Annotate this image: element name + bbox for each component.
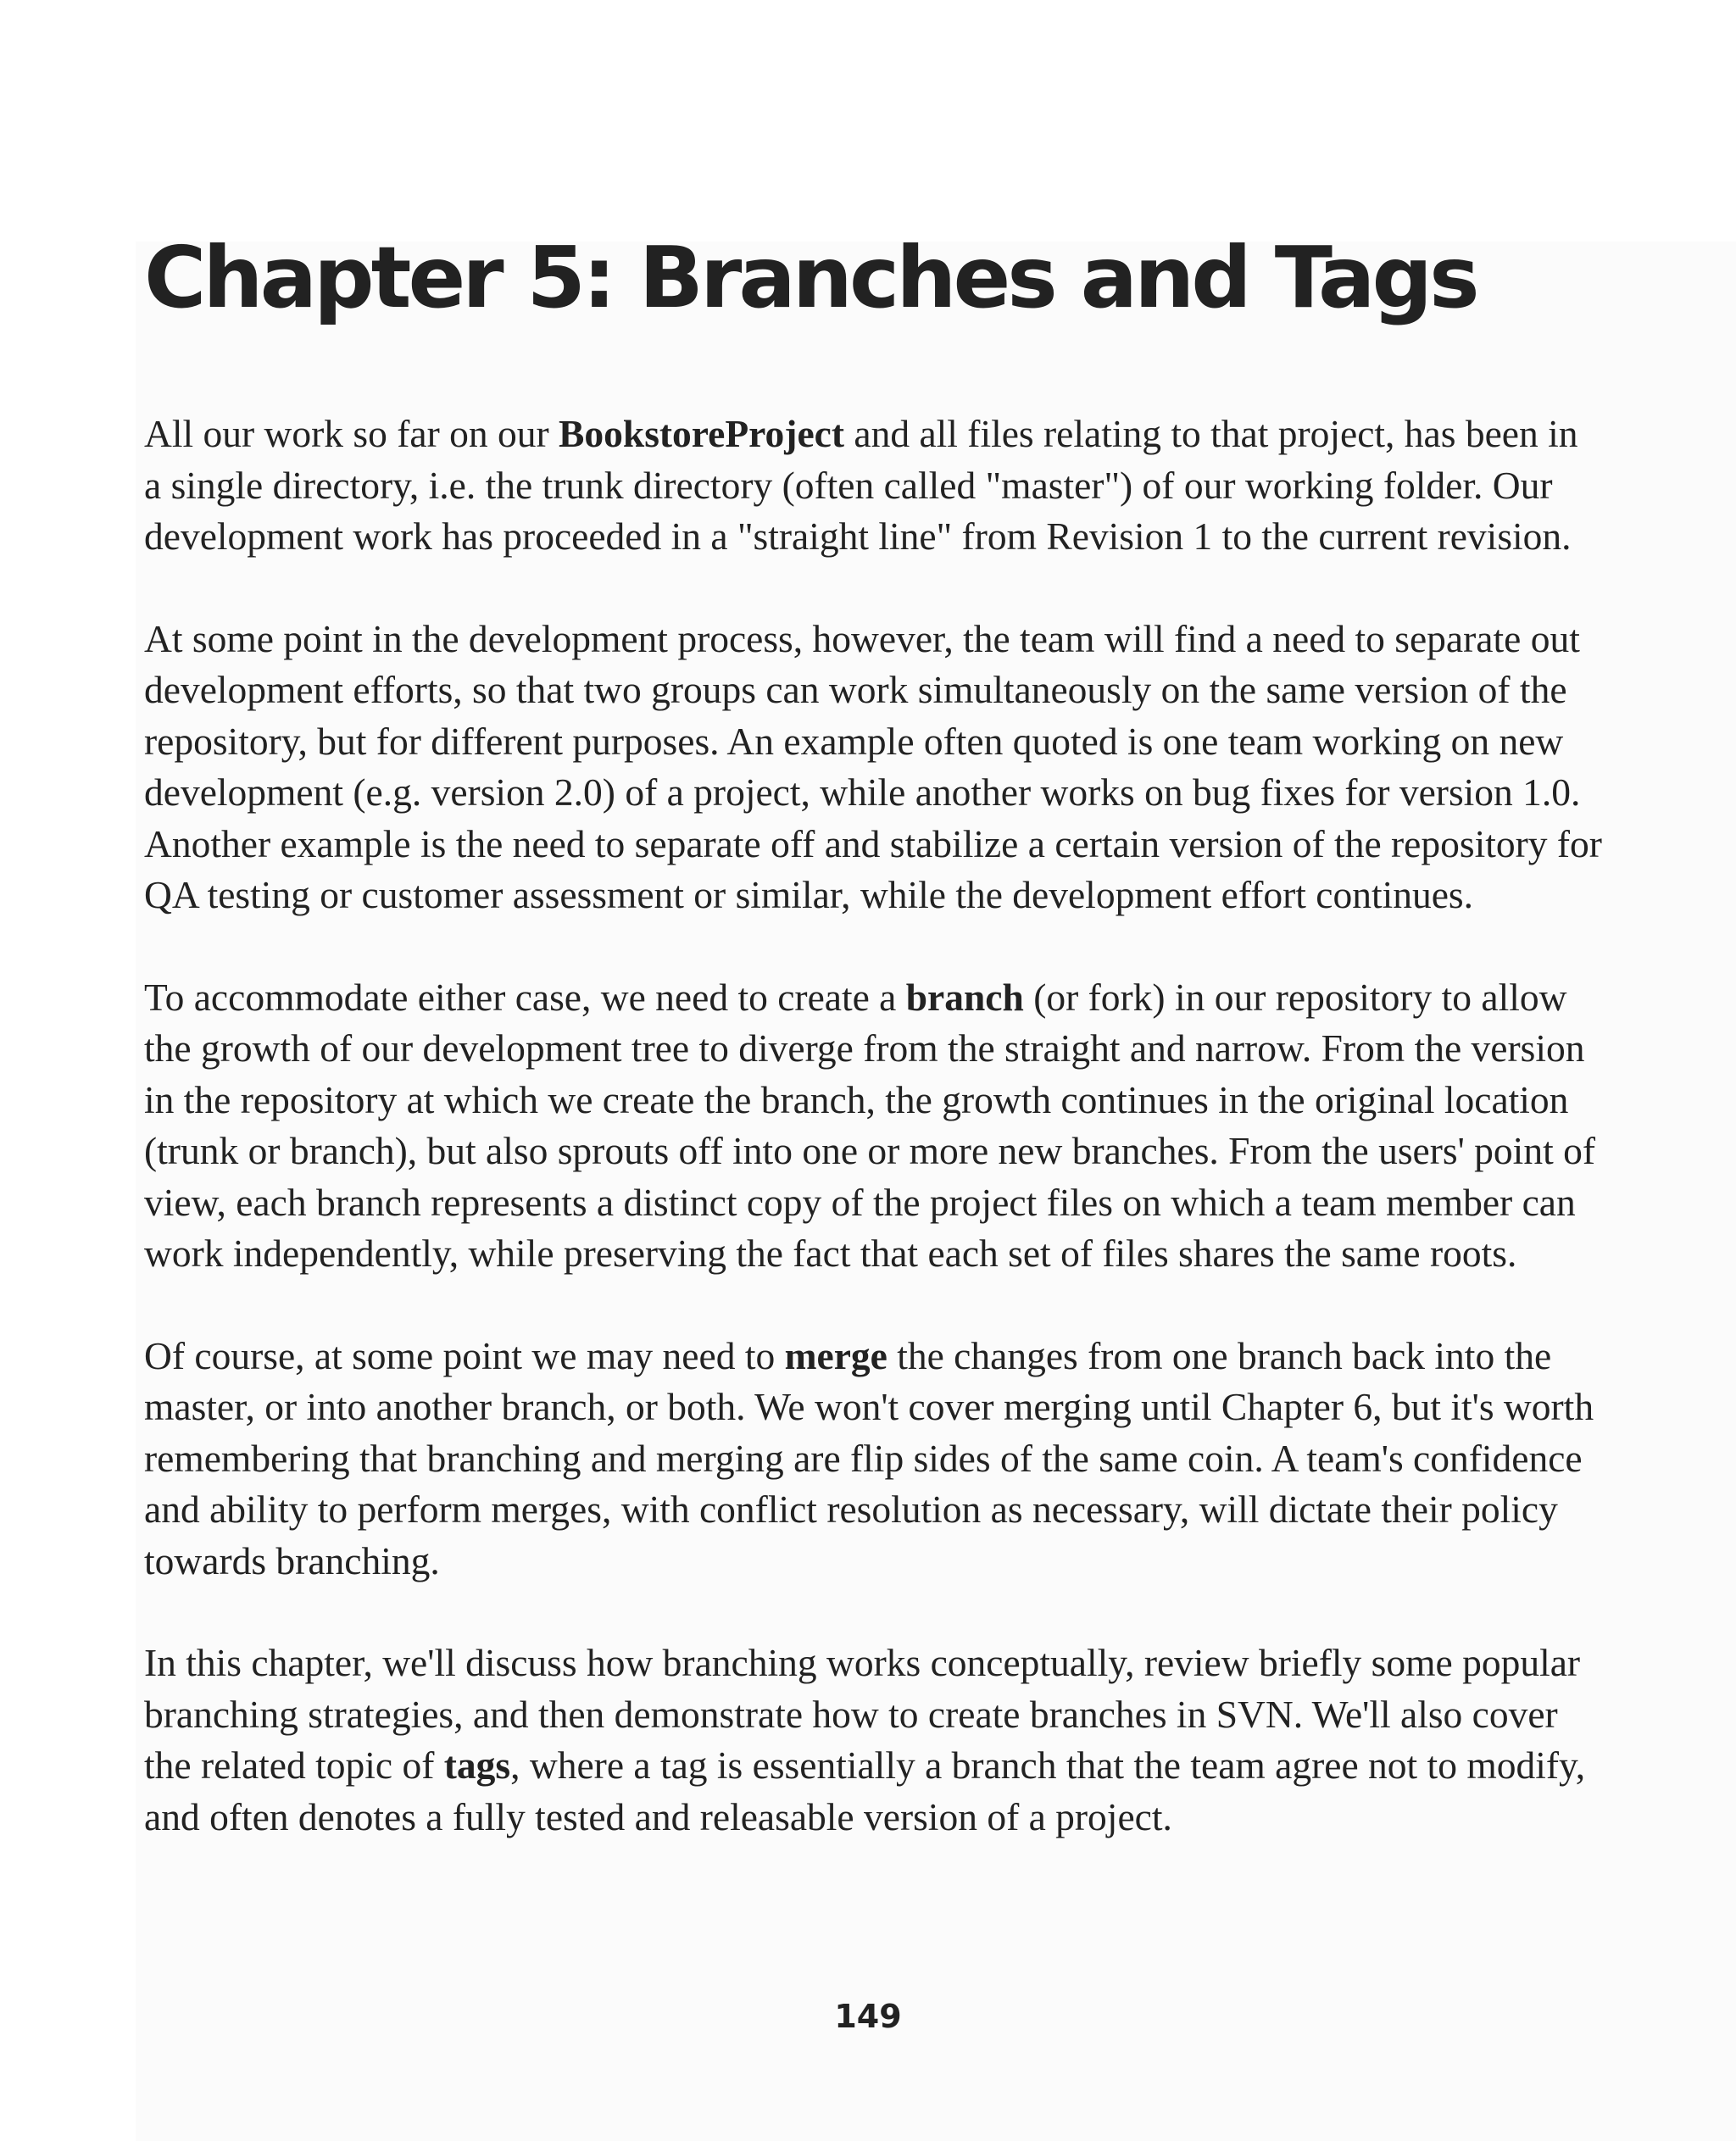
paragraph-branch xyxy=(144,972,1602,1280)
paragraph-chapter-overview xyxy=(144,1638,1602,1843)
text-run: the changes from one branch back into the master, or into another branch, or both. We won't cover merging until Chapter 6, but it's worth remembering that branching and merging are flip sides of the same coin. A team's confidence and ability to perform merges, with conflict resolution as necessary, will dictate their policy towards branching. xyxy=(144,1333,1594,1582)
chapter-title: Chapter 5: Branches and Tags xyxy=(144,228,1477,327)
text-run: In this chapter, we'll discuss how branching works conceptually, review briefly some popular branching strategies, and then demonstrate how to create branches in SVN. We'll also cover the related topic of xyxy=(144,1641,1581,1787)
page-number: 149 xyxy=(834,1998,902,2035)
body-text xyxy=(144,409,1602,1843)
bold-term-merge: merge xyxy=(784,1333,887,1377)
bold-term-branch: branch xyxy=(905,975,1024,1019)
bold-term-tags: tags xyxy=(443,1743,511,1787)
text-run: All our work so far on our xyxy=(144,412,559,455)
bold-term-bookstoreproject: BookstoreProject xyxy=(559,412,844,455)
page-content xyxy=(144,219,1602,1894)
paragraph-intro xyxy=(144,409,1602,563)
text-run: At some point in the development process, however, the team will find a need to separate out development efforts, so that two groups can work simultaneously on the same version of the repository, but for different purposes. An example often quoted is one team working on new development (e.g. version 2.0) of a project, while another works on bug fixes for version 1.0. Another example is the need to separate off and stabilize a certain version of the repository for QA testing or customer assessment or similar, while the development effort continues. xyxy=(144,616,1602,916)
text-run: (or fork) in our repository to allow the growth of our development tree to diverge from the straight and narrow. From the version in the repository at which we create the branch, the growth continues in the original location (trunk or branch), but also sprouts off into one or more new branches. From the users' point of view, each branch represents a distinct copy of the project files on which a team member can work independently, while preserving the fact that each set of files shares the same roots. xyxy=(144,975,1595,1275)
paragraph-merge xyxy=(144,1331,1602,1588)
text-run: and all files relating to that project, has been in a single directory, i.e. the trunk directory (often called "master") of our working folder. Our development work has proceeded in a "straight line" from Revision 1 to the current revision. xyxy=(144,412,1578,558)
text-run: To accommodate either case, we need to create a xyxy=(144,975,906,1019)
text-run: Of course, at some point we may need to xyxy=(144,1333,785,1377)
paragraph-separate-efforts xyxy=(144,614,1602,921)
text-run: , where a tag is essentially a branch that the team agree not to modify, and often denotes a fully tested and releasable version of a project. xyxy=(144,1743,1586,1838)
